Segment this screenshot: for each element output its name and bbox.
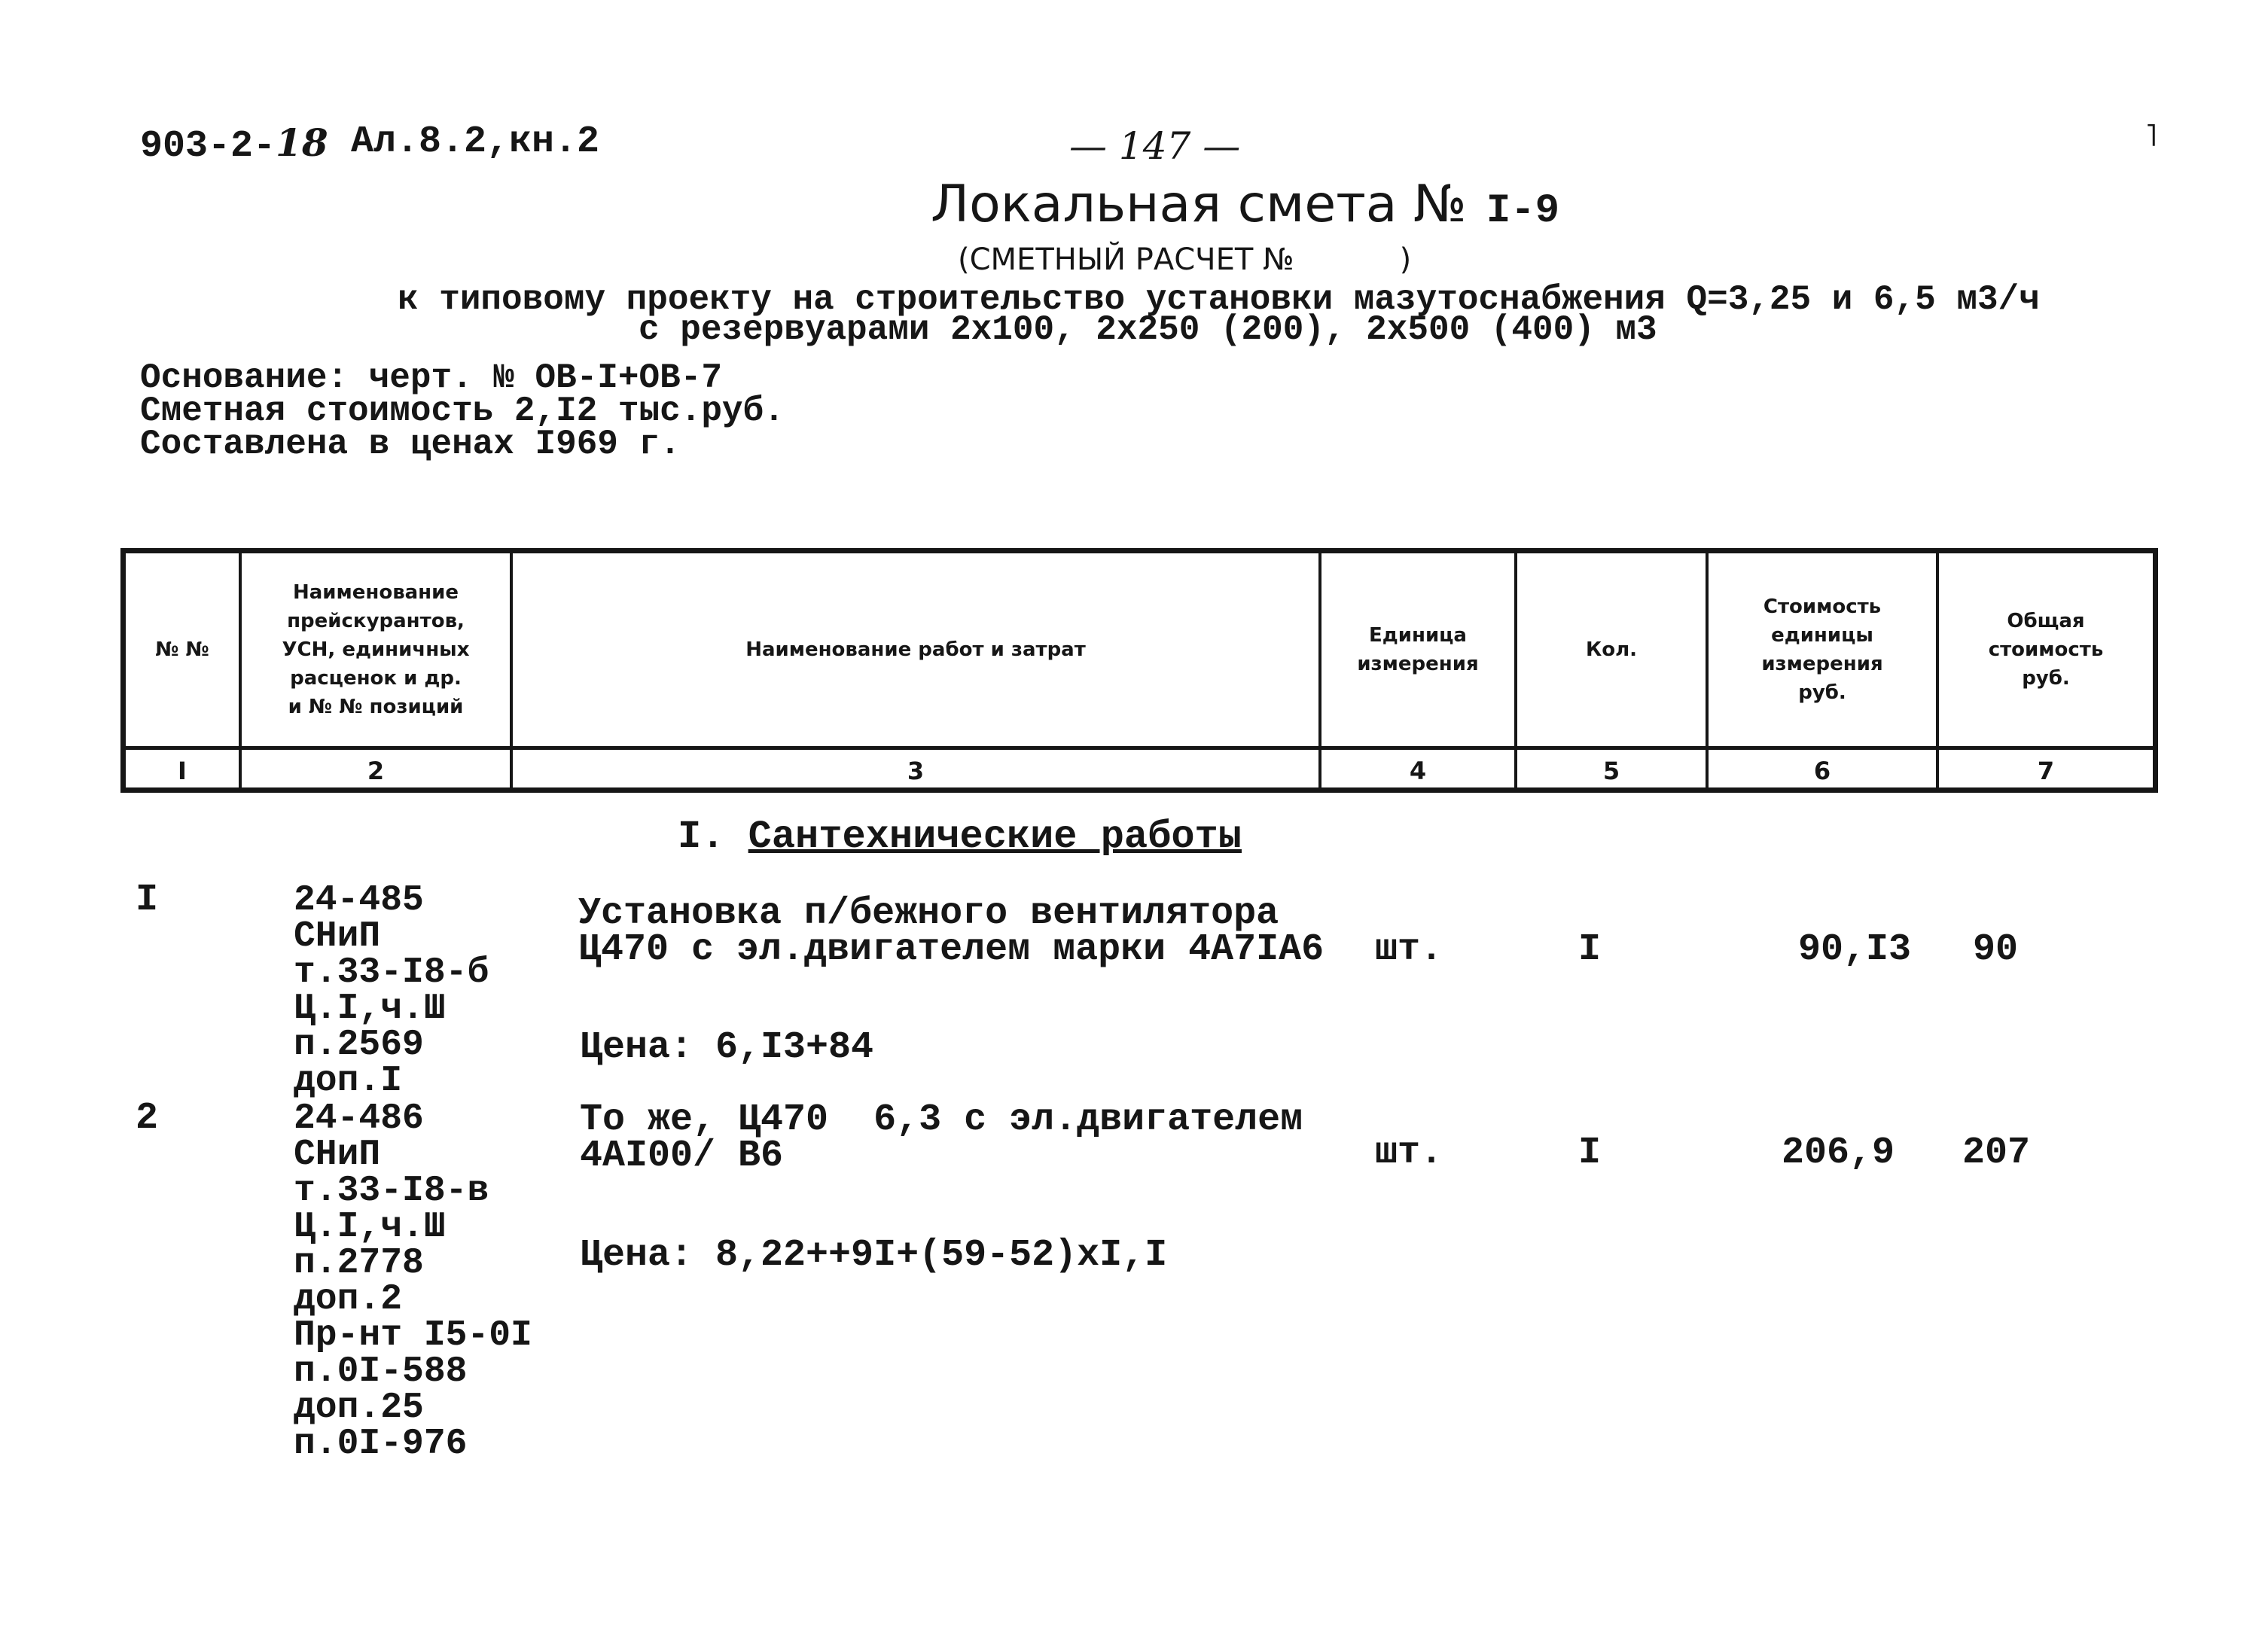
estimate-table-header: [120, 548, 2158, 793]
row-2-total: 207: [1962, 1132, 2031, 1174]
header-quantity: Кол.: [1585, 638, 1638, 661]
basis-prices-year: Составлена в ценах I969 г.: [140, 425, 681, 464]
project-description-line-2: с резервуарами 2х100, 2х250 (200), 2х500 (400) м3: [639, 310, 1657, 349]
basis-cost: Сметная стоимость 2,I2 тыс.руб.: [140, 391, 785, 431]
column-number-3: 3: [907, 756, 925, 785]
row-1-work: Установка п/бежного вентилятора Ц470 с эл.двигателем марки 4А7IА6: [578, 892, 1325, 971]
row-2-codes: 24-486 СНиП т.33-I8-в Ц.I,ч.Ш п.2778 доп.2 Пр-нт I5-0I п.0I-588 доп.25 п.0I-976: [294, 1098, 532, 1464]
row-2-unit: шт.: [1375, 1132, 1443, 1174]
corner-mark: ˥: [2142, 122, 2161, 156]
section-title: I. Сантехнические работы: [678, 815, 1242, 859]
row-1-total: 90: [1973, 928, 2019, 971]
row-2-quantity: I: [1578, 1132, 1602, 1174]
document-code-handwritten: 18: [276, 120, 328, 165]
header-total-cost: Общая стоимость руб.: [1988, 610, 2104, 690]
column-number-6: 6: [1813, 756, 1831, 785]
column-number-5: 5: [1602, 756, 1620, 785]
row-2-unit-cost: 206,9: [1782, 1132, 1895, 1174]
header-unit-cost: Стоимость единицы измерения руб.: [1761, 596, 1883, 704]
album-reference: Ал.8.2,кн.2: [351, 120, 600, 163]
basis-drawing: Основание: черт. № ОВ-I+ОВ-7: [140, 358, 722, 398]
header-number: № №: [155, 638, 209, 661]
row-1-codes: 24-485 СНиП т.33-I8-б Ц.I,ч.Ш п.2569 доп.I: [294, 880, 489, 1101]
row-2-number: 2: [136, 1097, 159, 1140]
document-code: 903-2-18: [140, 120, 328, 168]
header-unit: Единица измерения: [1357, 624, 1479, 675]
row-1-quantity: I: [1578, 928, 1602, 971]
page-number: — 147 —: [1069, 124, 1241, 168]
row-1-unit-cost: 90,I3: [1798, 928, 1912, 971]
header-pricelists: Наименование прейскурантов, УСН, единичных расценок и др. и № № позиций: [282, 581, 470, 718]
estimate-number: I-9: [1486, 188, 1560, 234]
column-number-7: 7: [2037, 756, 2055, 785]
column-number-2: 2: [367, 756, 385, 785]
row-2-work: То же, Ц470 6,3 с эл.двигателем 4АI00/ В6: [580, 1098, 1303, 1177]
column-number-1: I: [178, 756, 187, 785]
row-1-price: Цена: 6,I3+84: [580, 1026, 874, 1069]
subtitle: (СМЕТНЫЙ РАСЧЕТ № ): [958, 242, 1412, 277]
project-description-line-1: к типовому проекту на строительство установки мазутоснабжения Q=3,25 и 6,5 м3/ч: [398, 280, 2040, 319]
row-1-unit: шт.: [1375, 928, 1443, 971]
row-2-price: Цена: 8,22++9I+(59-52)хI,I: [580, 1234, 1168, 1277]
column-number-4: 4: [1409, 756, 1427, 785]
page-title: Локальная смета № I-9: [931, 175, 1560, 234]
row-1-number: I: [136, 879, 159, 922]
header-work-name: Наименование работ и затрат: [745, 638, 1086, 661]
